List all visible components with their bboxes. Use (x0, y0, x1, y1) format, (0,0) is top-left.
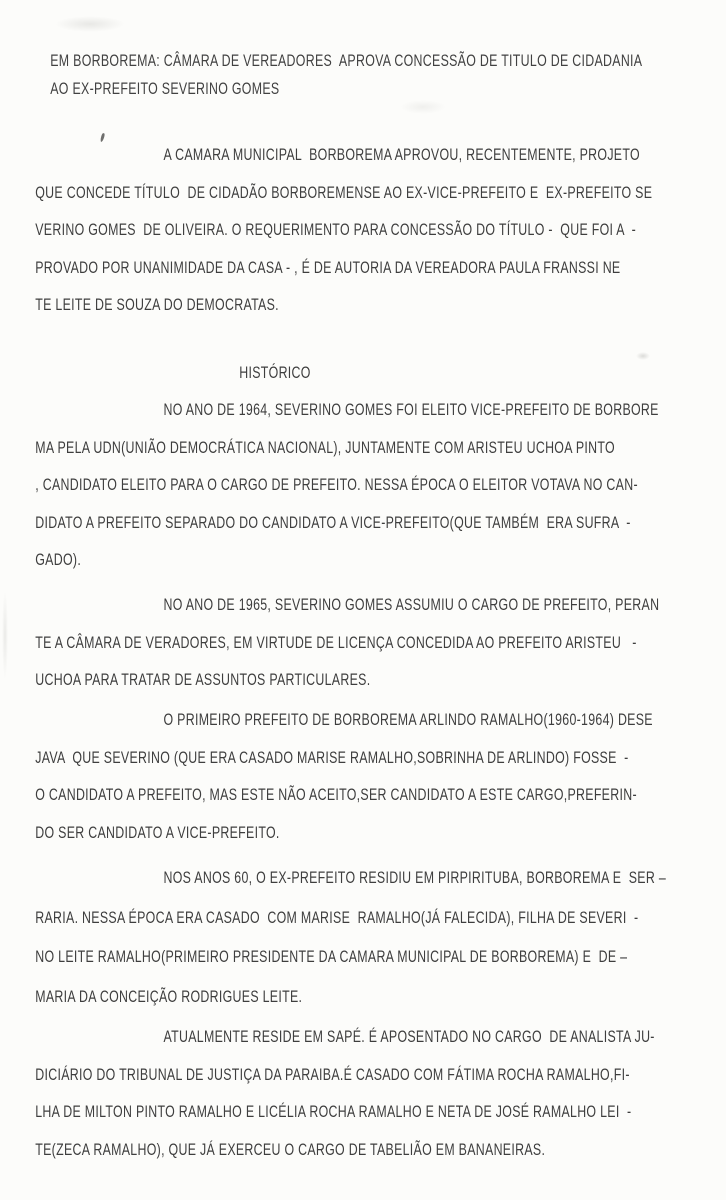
text-line: DO SER CANDIDATO A VICE-PREFEITO. (35, 823, 280, 842)
paragraph-intro (35, 137, 718, 325)
text-line: DICIÁRIO DO TRIBUNAL DE JUSTIÇA DA PARAIBA.É CASADO COM FÁTIMA ROCHA RAMALHO,FI- (35, 1065, 630, 1084)
text-line: A CAMARA MUNICIPAL BORBOREMA APROVOU, RECENTEMENTE, PROJETO (163, 146, 640, 164)
text-line: NO ANO DE 1964, SEVERINO GOMES FOI ELEITO VICE-PREFEITO DE BORBORE (163, 401, 659, 419)
text-line: VERINO GOMES DE OLIVEIRA. O REQUERIMENTO PARA CONCESSÃO DO TÍTULO - QUE FOI A - (35, 221, 637, 239)
text-line: NO ANO DE 1965, SEVERINO GOMES ASSUMIU O CARGO DE PREFEITO, PERAN (163, 596, 660, 614)
paragraph-ano-1965 (35, 587, 718, 700)
text-line: NOS ANOS 60, O EX-PREFEITO RESIDIU EM PIRPIRITUBA, BORBOREMA E SER – (163, 869, 667, 887)
text-line: TE LEITE DE SOUZA DO DEMOCRATAS. (35, 296, 279, 314)
paragraph-anos-60 (35, 859, 718, 1017)
text-line: EM BORBOREMA: CÂMARA DE VEREADORES APROVA CONCESSÃO DE TITULO DE CIDADANIA (50, 52, 643, 70)
text-line: QUE CONCEDE TÍTULO DE CIDADÃO BORBOREMENSE AO EX-VICE-PREFEITO E EX-PREFEITO SE (35, 183, 653, 202)
text-line: ATUALMENTE RESIDE EM SAPÉ. É APOSENTADO NO CARGO DE ANALISTA JU- (163, 1028, 655, 1046)
text-line: UCHOA PARA TRATAR DE ASSUNTOS PARTICULARES. (35, 671, 371, 689)
text-line: O CANDIDATO A PREFEITO, MAS ESTE NÃO ACEITO,SER CANDIDATO A ESTE CARGO,PREFERIN- (35, 786, 637, 804)
document-title (50, 48, 718, 103)
text-line: DIDATO A PREFEITO SEPARADO DO CANDIDATO A VICE-PREFEITO(QUE TAMBÉM ERA SUFRA - (35, 513, 631, 532)
paragraph-arlindo (35, 702, 718, 852)
text-line: PROVADO POR UNANIMIDADE DA CASA - , É DE AUTORIA DA VEREADORA PAULA FRANSSI NE (35, 258, 621, 277)
text-line: LHA DE MILTON PINTO RAMALHO E LICÉLIA ROCHA RAMALHO E NETA DE JOSÉ RAMALHO LEI - (35, 1103, 632, 1121)
text-line: MARIA DA CONCEIÇÃO RODRIGUES LEITE. (35, 987, 303, 1006)
text-line: TE A CÂMARA DE VERADORES, EM VIRTUDE DE LICENÇA CONCEDIDA AO PREFEITO ARISTEU - (35, 633, 637, 652)
text-line: GADO). (35, 551, 82, 569)
text-line: , CANDIDATO ELEITO PARA O CARGO DE PREFEITO. NESSA ÉPOCA O ELEITOR VOTAVA NO CAN- (35, 476, 638, 494)
text-line: O PRIMEIRO PREFEITO DE BORBOREMA ARLINDO RAMALHO(1960-1964) DESE (163, 711, 653, 729)
paragraph-atualmente (35, 1019, 718, 1169)
text-line: RARIA. NESSA ÉPOCA ERA CASADO COM MARISE RAMALHO(JÁ FALECIDA), FILHA DE SEVERI - (35, 908, 639, 927)
text-line: TE(ZECA RAMALHO), QUE JÁ EXERCEU O CARGO DE TABELIÃO EM BANANEIRAS. (35, 1140, 546, 1159)
text-line: MA PELA UDN(UNIÃO DEMOCRÁTICA NACIONAL), JUNTAMENTE COM ARISTEU UCHOA PINTO (35, 438, 615, 457)
paragraph-ano-1964 (35, 392, 718, 580)
text-line: AO EX-PREFEITO SEVERINO GOMES (50, 79, 280, 98)
text-line: NO LEITE RAMALHO(PRIMEIRO PRESIDENTE DA CAMARA MUNICIPAL DE BORBOREMA) E DE – (35, 948, 628, 966)
text-line: JAVA QUE SEVERINO (QUE ERA CASADO MARISE RAMALHO,SOBRINHA DE ARLINDO) FOSSE - (35, 748, 629, 767)
section-heading (239, 355, 718, 393)
text-line: HISTÓRICO (239, 364, 311, 382)
